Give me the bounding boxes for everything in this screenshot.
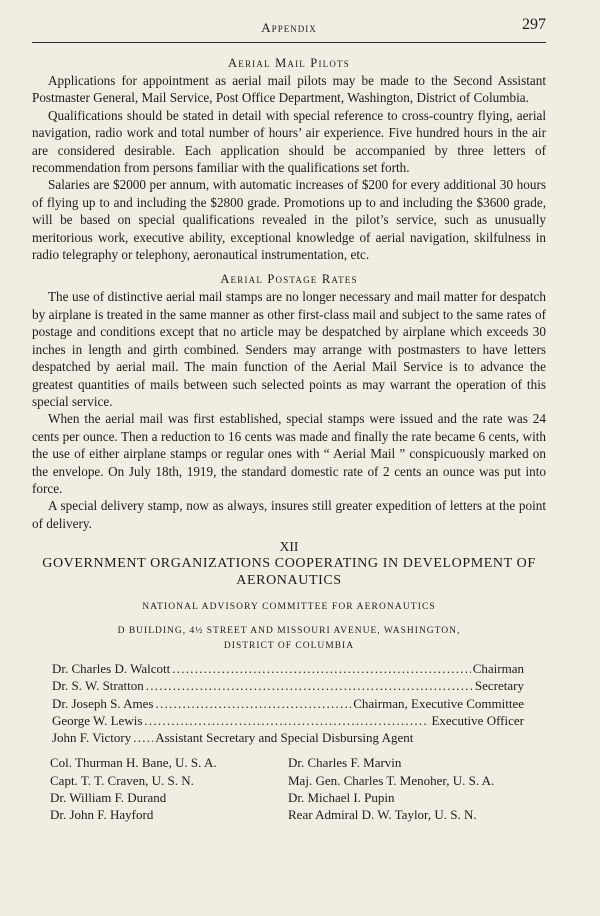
leader-dots — [155, 695, 351, 712]
section-aerial-mail-pilots — [32, 55, 546, 263]
member-name: Dr. Charles F. Marvin — [288, 755, 402, 771]
member-name: Col. Thurman H. Bane, U. S. A. — [50, 755, 217, 771]
paragraph: A special delivery stamp, now as always, insures still greater expedition of letters at the point of delivery. — [32, 498, 546, 531]
chapter-heading — [32, 538, 546, 589]
member-name: Dr. William F. Durand — [50, 789, 167, 805]
officer-row — [52, 660, 524, 677]
section-aerial-postage-rates — [32, 271, 546, 532]
officer-row — [52, 695, 524, 712]
officer-name: Dr. S. W. Stratton — [52, 678, 144, 694]
officer-title: Assistant Secretary and Special Disbursing Agent — [155, 729, 414, 745]
committee-name: NATIONAL ADVISORY COMMITTEE FOR AERONAUTICS — [142, 602, 436, 613]
members-list — [32, 754, 546, 824]
member-name: Dr. John F. Hayford — [50, 807, 154, 823]
running-head: Appendix — [261, 20, 317, 35]
officer-title: Executive Officer — [431, 712, 524, 728]
paragraph: Salaries are $2000 per annum, with automatic increases of $200 for every additional 30 hours of flying up to and including the $2800 grade. Promotions up to and including the $3600 grade, will be based on special qualifications revealed in the pilot’s service, such as unusually meritorious work, executive ability, exceptional knowledge of aerial navigation, skilfulness in radio telegraphy or telephony, aeronautical instrumentation, etc. — [32, 177, 546, 263]
paragraph: The use of distinctive aerial mail stamps are no longer necessary and mail matter for despatch by airplane is treated in the same manner as other first-class mail and subject to the same rates of postage and conditions except that no article may be despatched by airplane which exceeds 30 inches in length and girth combined. Senders may arrange with postmasters to have letters despatched by aerial mail. The main function of the Aerial Mail Service is to advance the greatest quantities of mails between such selected points as may warrant the operation of this special service. — [32, 289, 546, 409]
page-number: 297 — [522, 16, 546, 33]
chapter-title: GOVERNMENT ORGANIZATIONS COOPERATING IN DEVELOPMENT OF AERONAUTICS — [42, 556, 536, 589]
leader-dots — [133, 729, 153, 746]
officer-row — [52, 677, 524, 694]
member-name: Capt. T. T. Craven, U. S. N. — [50, 772, 194, 788]
paragraph: Qualifications should be stated in detail with special reference to cross-country flying, aerial navigation, radio work and total number of hours’ air experience. Five hundred hours in the air are considered desirable. Each application should be accompanied by three letters of recommendation from persons familiar with the qualifications set forth. — [32, 107, 546, 176]
officer-name: John F. Victory — [52, 729, 132, 745]
members-column-right — [288, 754, 546, 824]
member-name: Dr. Michael I. Pupin — [288, 789, 395, 805]
officer-title: Secretary — [474, 678, 524, 694]
committee-section — [32, 600, 546, 824]
members-column-left — [32, 754, 288, 824]
page-header — [32, 14, 546, 43]
officers-list — [52, 660, 524, 746]
chapter-number: XII — [279, 539, 299, 555]
member-name: Rear Admiral D. W. Taylor, U. S. N. — [288, 807, 477, 823]
member-name: Maj. Gen. Charles T. Menoher, U. S. A. — [288, 772, 495, 788]
officer-title: Chairman, Executive Committee — [353, 695, 524, 711]
address-line: D BUILDING, 4½ STREET AND MISSOURI AVENUE, WASHINGTON, — [117, 626, 461, 637]
officer-name: George W. Lewis — [52, 712, 143, 728]
section-heading: Aerial Mail Pilots — [228, 56, 350, 70]
paragraph: Applications for appointment as aerial mail pilots may be made to the Second Assistant Postmaster General, Mail Service, Post Office Department, Washington, District of Columbia. — [32, 73, 546, 106]
committee-address — [32, 624, 546, 654]
page-body — [32, 55, 546, 824]
leader-dots — [146, 677, 473, 694]
address-line: DISTRICT OF COLUMBIA — [223, 641, 355, 652]
leader-dots — [144, 712, 429, 729]
section-heading: Aerial Postage Rates — [220, 272, 358, 287]
officer-row — [52, 729, 524, 746]
officer-name: Dr. Joseph S. Ames — [52, 695, 154, 711]
paragraph: When the aerial mail was first established, special stamps were issued and the rate was 24 cents per ounce. Then a reduction to 16 cents was made and finally the rate became 6 cents, with the use of either airplane stamps or regular ones with “ Aerial Mail ” conspicuously marked on the envelope. On July 18th, 1919, the standard domestic rate of 2 cents an ounce was put into force. — [32, 411, 546, 496]
leader-dots — [172, 660, 471, 677]
officer-row — [52, 712, 524, 729]
officer-name: Dr. Charles D. Walcott — [52, 661, 171, 677]
officer-title: Chairman — [472, 661, 524, 677]
